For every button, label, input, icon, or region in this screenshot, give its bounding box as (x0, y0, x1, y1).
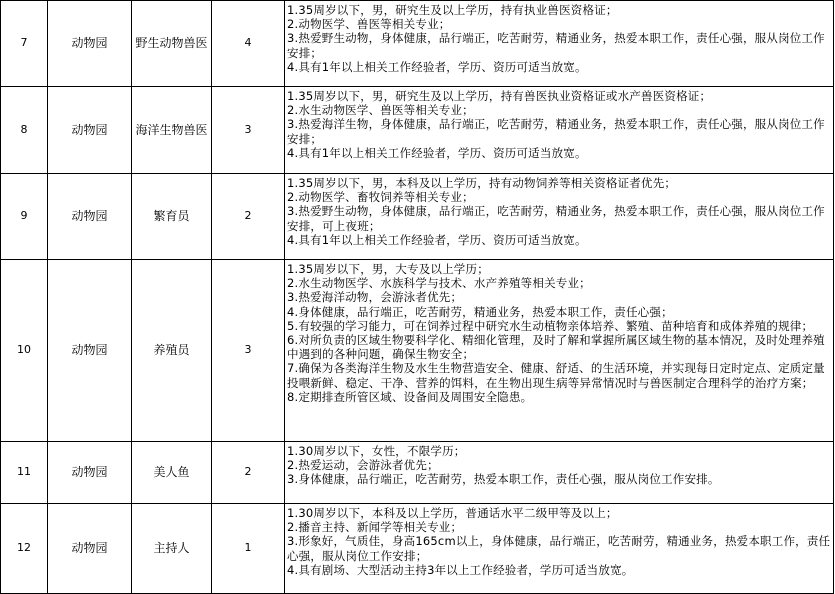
position-cell: 野生动物兽医 (132, 1, 212, 87)
requirements-cell (285, 174, 834, 260)
requirement-line: 1.35周岁以下，男，研究生及以上学历，持有兽医执业资格证或水产兽医资格证； (287, 89, 712, 103)
requirement-line: 4.具有1年以上相关工作经验者，学历、资历可适当放宽。 (287, 232, 587, 247)
table-row (1, 1, 834, 87)
requirement-line: 2.动物医学、兽医等相关专业； (287, 17, 451, 32)
headcount-cell: 2 (212, 442, 285, 504)
position-cell: 主持人 (132, 504, 212, 594)
unit-cell: 动物园 (48, 504, 132, 594)
requirement-line: 4.具有1年以上相关工作经验者，学历、资历可适当放宽。 (287, 59, 587, 74)
requirement-line: 4.身体健康，品行端正，吃苦耐劳，精通业务，热爱本职工作，责任心强； (287, 304, 673, 319)
requirement-line: 4.具有1年以上相关工作经验者，学历、资历可适当放宽。 (287, 145, 587, 160)
requirement-line: 2.水生动物医学、水族科学与技术、水产养殖等相关专业； (287, 276, 591, 291)
requirements-cell (285, 87, 834, 174)
headcount-cell: 3 (212, 260, 285, 442)
headcount-cell: 2 (212, 174, 285, 260)
position-cell: 海洋生物兽医 (132, 87, 212, 174)
unit-cell: 动物园 (48, 1, 132, 87)
requirement-line: 3.形象好，气质佳，身高165cm以上，身体健康，品行端正，吃苦耐劳，精通业务，热爱本职工作，责任心强，服从岗位工作安排； (287, 534, 831, 563)
row-number: 8 (1, 87, 48, 174)
requirement-line: 3.热爱野生动物，身体健康，品行端正，吃苦耐劳，精通业务，热爱本职工作，责任心强，服从岗位工作安排，可上夜班； (287, 204, 825, 233)
position-cell: 繁育员 (132, 174, 212, 260)
row-number: 12 (1, 504, 48, 594)
headcount-cell: 4 (212, 1, 285, 87)
requirement-line: 4.具有剧场、大型活动主持3年以上工作经验者，学历可适当放宽。 (287, 562, 634, 577)
requirement-line: 1.35周岁以下，男，本科及以上学历，持有动物饲养等相关资格证者优先； (287, 176, 677, 190)
table-row (1, 87, 834, 174)
row-number: 7 (1, 1, 48, 87)
requirement-line: 3.身体健康，品行端正，吃苦耐劳，热爱本职工作，责任心强，服从岗位工作安排。 (287, 472, 720, 487)
requirements-cell (285, 442, 834, 504)
requirement-line: 7.确保为各类海洋生物及水生生物营造安全、健康、舒适、的生活环境，并实现每日定时定点、定质定量投喂新鲜、稳定、干净、营养的饵料，在生物出现生病等异常情况时与兽医制定合理科学的治疗方案； (287, 361, 825, 390)
table-row (1, 174, 834, 260)
requirement-line: 3.热爱海洋生物，身体健康，品行端正，吃苦耐劳，精通业务，热爱本职工作，责任心强，服从岗位工作安排； (287, 117, 825, 146)
position-cell: 养殖员 (132, 260, 212, 442)
requirement-line: 3.热爱野生动物，身体健康，品行端正，吃苦耐劳，精通业务，热爱本职工作，责任心强，服从岗位工作安排； (287, 31, 825, 60)
unit-cell: 动物园 (48, 87, 132, 174)
requirement-line: 1.35周岁以下，男，大专及以上学历； (287, 262, 489, 276)
headcount-cell: 1 (212, 504, 285, 594)
requirement-line: 1.35周岁以下，男，研究生及以上学历，持有执业兽医资格证； (287, 3, 618, 17)
row-number: 10 (1, 260, 48, 442)
requirement-line: 2.水生动物医学、兽医等相关专业； (287, 103, 474, 118)
requirement-line: 3.热爱海洋动物，会游泳者优先； (287, 290, 463, 305)
requirements-cell (285, 260, 834, 442)
table-row (1, 442, 834, 504)
unit-cell: 动物园 (48, 442, 132, 504)
requirement-line: 1.30周岁以下，女性，不限学历； (287, 444, 466, 458)
position-cell: 美人鱼 (132, 442, 212, 504)
table-row (1, 504, 834, 594)
table-row (1, 260, 834, 442)
requirements-cell (285, 1, 834, 87)
requirement-line: 8.定期排查所管区域、设备间及周围安全隐患。 (287, 389, 533, 404)
unit-cell: 动物园 (48, 174, 132, 260)
requirement-line: 6.对所负责的区域生物要科学化、精细化管理，及时了解和掌握所属区域生物的基本情况，及时处理养殖中遇到的各种问题，确保生物安全； (287, 333, 825, 362)
requirements-cell (285, 504, 834, 594)
requirement-line: 2.播音主持、新闻学等相关专业； (287, 520, 463, 535)
unit-cell: 动物园 (48, 260, 132, 442)
requirement-line: 2.热爱运动，会游泳者优先； (287, 458, 439, 473)
requirement-line: 5.有较强的学习能力，可在饲养过程中研究水生动植物亲体培养、繁殖、苗种培育和成体养殖的规律； (287, 318, 814, 333)
row-number: 9 (1, 174, 48, 260)
table-body (1, 1, 834, 594)
headcount-cell: 3 (212, 87, 285, 174)
requirement-line: 2.动物医学、畜牧饲养等相关专业； (287, 190, 474, 205)
requirement-line: 1.30周岁以下，本科及以上学历，普通话水平二级甲等及以上； (287, 506, 618, 520)
row-number: 11 (1, 442, 48, 504)
